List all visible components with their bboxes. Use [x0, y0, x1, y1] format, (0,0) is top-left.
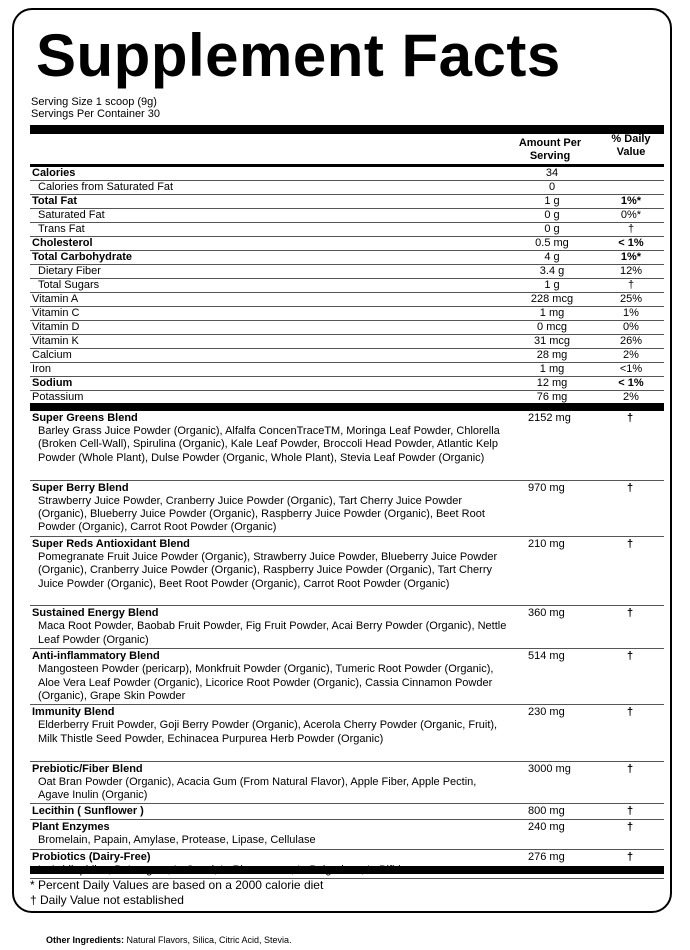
- nutrient-daily-value: < 1%: [618, 377, 644, 389]
- nutrient-name: Calories from Saturated Fat: [38, 181, 174, 193]
- blend-daily-value: †: [626, 650, 634, 663]
- nutrient-row: [30, 167, 664, 181]
- blend-name: Probiotics (Dairy-Free): [32, 850, 151, 863]
- nutrient-amount: 1 mg: [539, 307, 565, 319]
- blend-daily-value: †: [626, 762, 634, 775]
- nutrient-daily-value: †: [627, 223, 635, 235]
- blend-name: Super Greens Blend: [32, 412, 138, 424]
- nutrient-amount: 0 g: [544, 223, 560, 235]
- nutrient-amount: 3.4 g: [539, 265, 565, 277]
- other-ingredients: [46, 935, 292, 946]
- servings-per-container: Servings Per Container 30: [31, 108, 161, 120]
- nutrient-amount: 34: [545, 167, 559, 179]
- nutrient-name: Vitamin K: [32, 335, 79, 347]
- dv-header-line1: % Daily: [611, 133, 651, 145]
- nutrient-daily-value: †: [627, 279, 635, 291]
- nutrient-daily-value: 1%: [623, 307, 639, 319]
- nutrient-daily-value: <1%: [619, 363, 643, 375]
- nutrient-name: Cholesterol: [32, 237, 93, 249]
- nutrient-amount: 31 mcg: [533, 335, 571, 347]
- amount-header-line2: Serving: [529, 150, 571, 162]
- nutrient-row: [30, 195, 664, 209]
- nutrient-row: [30, 377, 664, 391]
- blend-daily-value: †: [626, 607, 634, 620]
- blend-ingredients: Strawberry Juice Powder, Cranberry Juice Powder (Organic), Tart Cherry Juice Powder (Organic), Blueberry Juice Powder (Organic), Raspberry Juice Powder (Organic), Beet Root Powder (Organic), Carrot Root Powder (Organic): [38, 494, 485, 534]
- blend-ingredients: Oat Bran Powder (Organic), Acacia Gum (From Natural Flavor), Apple Fiber, Apple Pectin, Agave Inulin (Organic): [38, 775, 477, 801]
- nutrient-name: Vitamin A: [32, 293, 79, 305]
- nutrient-daily-value: 26%: [619, 335, 643, 347]
- nutrient-row: [30, 279, 664, 293]
- nutrient-name: Dietary Fiber: [38, 265, 101, 277]
- serving-size: Serving Size 1 scoop (9g): [31, 96, 157, 108]
- blend-amount: 276 mg: [528, 850, 565, 863]
- blend-daily-value: †: [626, 821, 634, 834]
- nutrient-amount: 0 mcg: [537, 321, 567, 333]
- blend-daily-value: †: [626, 706, 634, 719]
- nutrient-row: [30, 223, 664, 237]
- nutrient-daily-value: 25%: [619, 293, 643, 305]
- blend-row: [30, 850, 664, 879]
- blend-ingredients: Barley Grass Juice Powder (Organic), Alfalfa ConcenTraceTM, Moringa Leaf Powder, Chlorella (Broken Cell-Wall), Spirulina (Organic), Kale Leaf Powder, Broccoli Head Powder, Atlantic Kelp Powder (Whole Plant), Dulse Powder (Organic, Whole Plant), Stevia Leaf Powder (Organic): [38, 425, 500, 464]
- page-title: Supplement Facts: [36, 22, 561, 89]
- nutrient-name: Saturated Fat: [38, 209, 105, 221]
- other-ingredients-label: Other Ingredients:: [46, 935, 125, 945]
- amount-header-line1: Amount Per: [518, 137, 582, 149]
- blend-row: [30, 537, 664, 607]
- dv-header-line2: Value: [616, 146, 646, 158]
- nutrient-name: Total Carbohydrate: [32, 251, 133, 263]
- blend-amount: 970 mg: [528, 481, 565, 494]
- nutrient-row: [30, 307, 664, 321]
- nutrient-amount: 0 g: [544, 209, 560, 221]
- nutrient-name: Potassium: [32, 391, 84, 403]
- blend-name: Plant Enzymes: [32, 821, 110, 834]
- blend-amount: 360 mg: [528, 607, 565, 620]
- nutrient-amount: 12 mg: [536, 377, 568, 389]
- nutrient-daily-value: 2%: [623, 349, 639, 361]
- blend-amount: 800 mg: [528, 805, 565, 818]
- blend-ingredients: Elderberry Fruit Powder, Goji Berry Powder (Organic), Acerola Cherry Powder (Organic, Fruit), Milk Thistle Seed Powder, Echinacea Purpurea Herb Powder (Organic): [38, 719, 498, 745]
- thick-divider-bottom: [30, 866, 664, 874]
- blend-name: Super Berry Blend: [32, 481, 129, 494]
- blend-amount: 230 mg: [528, 706, 565, 719]
- blend-row: [30, 481, 664, 537]
- blend-ingredients: Mangosteen Powder (pericarp), Monkfruit Powder (Organic), Tumeric Root Powder (Organic), Aloe Vera Leaf Powder (Organic), Licorice Root Powder (Organic), Cassia Cinnamon Powder (Organic), Grape Skin Powder: [38, 663, 494, 702]
- blend-row: [30, 606, 664, 649]
- nutrient-name: Iron: [32, 363, 51, 375]
- nutrient-daily-value: 0%: [623, 321, 639, 333]
- blend-name: Prebiotic/Fiber Blend: [32, 762, 143, 775]
- nutrient-row: [30, 321, 664, 335]
- other-ingredients-text: Natural Flavors, Silica, Citric Acid, Stevia.: [124, 935, 292, 945]
- blend-row: [30, 762, 664, 805]
- nutrient-amount: 76 mg: [536, 391, 568, 403]
- amount-column-header: [505, 137, 595, 163]
- nutrient-amount: 28 mg: [536, 349, 568, 361]
- nutrient-row: [30, 237, 664, 251]
- blend-amount: 210 mg: [528, 537, 565, 550]
- blend-name: Super Reds Antioxidant Blend: [32, 537, 190, 550]
- blend-row: [30, 820, 664, 849]
- nutrient-row: [30, 363, 664, 377]
- blend-name: Sustained Energy Blend: [32, 607, 159, 620]
- blend-amount: 2152 mg: [528, 412, 571, 424]
- blend-ingredients: Maca Root Powder, Baobab Fruit Powder, Fig Fruit Powder, Acai Berry Powder (Organic), Nettle Leaf Powder (Organic): [38, 620, 507, 646]
- thick-divider-top: [30, 125, 664, 134]
- blend-daily-value: †: [626, 481, 634, 494]
- blend-daily-value: †: [626, 850, 634, 863]
- blend-row: [30, 649, 664, 705]
- blend-row: [30, 411, 664, 481]
- nutrient-name: Sodium: [32, 377, 73, 389]
- nutrient-daily-value: 2%: [623, 391, 639, 403]
- nutrient-row: [30, 349, 664, 363]
- thick-divider-blends: [30, 403, 664, 411]
- nutrient-amount: 4 g: [544, 251, 560, 263]
- nutrient-daily-value: 0%*: [620, 209, 642, 221]
- nutrient-row: [30, 209, 664, 223]
- blend-row: [30, 804, 664, 820]
- nutrient-row: [30, 181, 664, 195]
- daily-value-column-header: [596, 133, 666, 159]
- nutrient-amount: 228 mcg: [530, 293, 574, 305]
- blend-amount: 514 mg: [528, 650, 565, 663]
- blend-daily-value: †: [626, 412, 634, 424]
- nutrient-amount: 0: [548, 181, 556, 193]
- blend-name: Immunity Blend: [32, 706, 115, 719]
- blend-name: Lecithin ( Sunflower ): [32, 805, 144, 818]
- blend-row: [30, 705, 664, 761]
- blend-ingredients: Pomegranate Fruit Juice Powder (Organic), Strawberry Juice Powder, Blueberry Juice Powder (Organic), Cranberry Juice Powder (Organic), Raspberry Juice Powder (Organic), Tart Cherry Juice Powder (Organic), Beet Root Powder (Organic), Carrot Root Powder (Organic): [38, 550, 498, 590]
- nutrient-amount: 1 g: [544, 279, 560, 291]
- nutrient-amount: 1 g: [544, 195, 560, 207]
- nutrient-amount: 1 mg: [539, 363, 565, 375]
- nutrient-daily-value: < 1%: [618, 237, 644, 249]
- blend-daily-value: †: [626, 805, 634, 818]
- blend-amount: 240 mg: [528, 821, 565, 834]
- blend-name: Anti-inflammatory Blend: [32, 650, 160, 663]
- serving-info: [31, 96, 160, 120]
- nutrient-daily-value: 1%*: [620, 251, 642, 263]
- nutrient-name: Calories: [32, 167, 76, 179]
- nutrient-name: Vitamin D: [32, 321, 80, 333]
- nutrient-row: [30, 335, 664, 349]
- nutrient-row: [30, 251, 664, 265]
- nutrient-daily-value: 12%: [619, 265, 643, 277]
- nutrient-name: Vitamin C: [32, 307, 80, 319]
- footnote-not-established: † Daily Value not established: [30, 893, 184, 907]
- footnote-percent-dv: * Percent Daily Values are based on a 2000 calorie diet: [30, 878, 324, 892]
- nutrient-daily-value: 1%*: [620, 195, 642, 207]
- nutrient-row: [30, 265, 664, 279]
- nutrient-name: Total Sugars: [38, 279, 100, 291]
- nutrient-name: Calcium: [32, 349, 72, 361]
- blend-daily-value: †: [626, 537, 634, 550]
- blend-ingredients: Bromelain, Papain, Amylase, Protease, Lipase, Cellulase: [38, 834, 316, 847]
- blend-amount: 3000 mg: [528, 762, 571, 775]
- nutrient-amount: 0.5 mg: [535, 237, 569, 249]
- nutrient-name: Trans Fat: [38, 223, 85, 235]
- nutrient-row: [30, 293, 664, 307]
- nutrient-name: Total Fat: [32, 195, 78, 207]
